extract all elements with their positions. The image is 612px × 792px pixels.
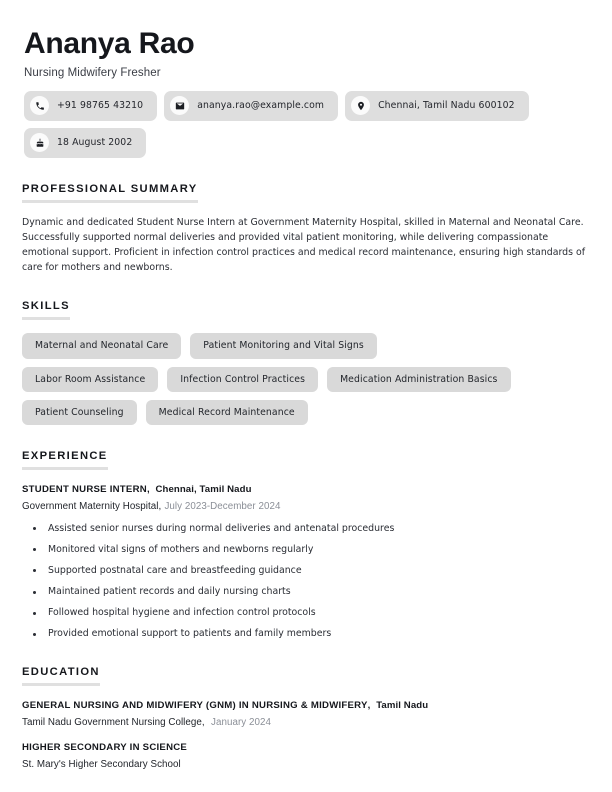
contact-row-secondary xyxy=(24,128,590,158)
section-header-experience xyxy=(22,450,108,470)
section-title-experience: EXPERIENCE xyxy=(22,450,108,463)
contact-pill-phone[interactable] xyxy=(24,91,157,121)
experience-bullet-list xyxy=(22,523,590,642)
resume-header xyxy=(22,28,590,158)
candidate-name: Ananya Rao xyxy=(24,27,195,60)
section-professional-summary xyxy=(22,177,590,276)
experience-title-line xyxy=(22,484,590,496)
experience-subtitle-line xyxy=(22,501,590,514)
birthday-cake-icon xyxy=(30,133,49,152)
summary-paragraph: Dynamic and dedicated Student Nurse Intern at Government Maternity Hospital, skilled in Maternal and Neonatal Care. Successfully supported normal deliveries and provided vital patient monitoring, while delivering compassionate emotional support. Proficient in infection control practices and medical record maintenance, ensuring high standards of care for mothers and newborns. xyxy=(22,216,586,274)
experience-bullet: Assisted senior nurses during normal deliveries and antenatal procedures xyxy=(22,523,590,536)
education-title-line xyxy=(22,700,590,712)
education-degree: HIGHER SECONDARY IN SCIENCE xyxy=(22,742,188,754)
education-title-line xyxy=(22,742,590,754)
section-header-skills xyxy=(22,300,70,320)
experience-separator: , xyxy=(146,484,150,496)
section-rule-summary xyxy=(22,200,198,203)
section-rule-experience xyxy=(22,467,108,470)
education-entry xyxy=(22,700,590,729)
education-degree: GENERAL NURSING AND MIDWIFERY (GNM) IN NURSING & MIDWIFERY xyxy=(22,700,368,712)
contact-value-phone: +91 98765 43210 xyxy=(57,100,144,111)
section-education xyxy=(22,660,590,771)
experience-entry xyxy=(22,484,590,641)
section-skills xyxy=(22,294,590,425)
skill-chip: Patient Counseling xyxy=(22,400,137,425)
section-rule-skills xyxy=(22,317,70,320)
contact-pill-email[interactable] xyxy=(164,91,338,121)
section-header-education xyxy=(22,666,100,686)
education-institution: St. Mary's Higher Secondary School xyxy=(22,758,181,770)
education-institution: Tamil Nadu Government Nursing College, xyxy=(22,716,205,728)
contact-value-location: Chennai, Tamil Nadu 600102 xyxy=(378,100,515,111)
experience-bullet: Supported postnatal care and breastfeeding guidance xyxy=(22,565,590,578)
skill-chip: Medical Record Maintenance xyxy=(146,400,308,425)
contact-pill-birthdate[interactable] xyxy=(24,128,146,158)
experience-bullet: Provided emotional support to patients and family members xyxy=(22,628,590,641)
experience-dates: July 2023-December 2024 xyxy=(164,500,281,512)
education-subtitle-line xyxy=(22,759,590,772)
education-separator: , xyxy=(367,700,371,712)
experience-role: STUDENT NURSE INTERN xyxy=(22,484,147,496)
section-title-education: EDUCATION xyxy=(22,666,100,679)
skill-chip: Labor Room Assistance xyxy=(22,367,158,392)
contact-row-primary xyxy=(24,91,590,121)
skill-chip: Medication Administration Basics xyxy=(327,367,510,392)
experience-bullet: Maintained patient records and daily nursing charts xyxy=(22,586,590,599)
experience-organization: Government Maternity Hospital, xyxy=(22,500,162,512)
section-title-summary: PROFESSIONAL SUMMARY xyxy=(22,182,198,195)
contact-value-birthdate: 18 August 2002 xyxy=(57,137,133,148)
skill-chip: Infection Control Practices xyxy=(167,367,318,392)
section-header-summary xyxy=(22,183,198,203)
skill-chip: Maternal and Neonatal Care xyxy=(22,333,181,358)
experience-bullet: Monitored vital signs of mothers and newborns regularly xyxy=(22,544,590,557)
skills-chip-list xyxy=(22,333,522,425)
section-rule-education xyxy=(22,683,100,686)
candidate-headline: Nursing Midwifery Fresher xyxy=(24,66,161,79)
phone-icon xyxy=(30,96,49,115)
education-dates: January 2024 xyxy=(211,716,272,728)
education-entry xyxy=(22,742,590,771)
contact-value-email: ananya.rao@example.com xyxy=(197,100,325,111)
email-icon xyxy=(170,96,189,115)
section-experience xyxy=(22,444,590,641)
section-title-skills: SKILLS xyxy=(22,300,70,313)
contact-pill-location[interactable] xyxy=(345,91,529,121)
skill-chip: Patient Monitoring and Vital Signs xyxy=(190,333,377,358)
experience-location: Chennai, Tamil Nadu xyxy=(155,484,252,496)
experience-bullet: Followed hospital hygiene and infection control protocols xyxy=(22,607,590,620)
location-pin-icon xyxy=(351,96,370,115)
education-subtitle-line xyxy=(22,717,590,730)
education-location: Tamil Nadu xyxy=(376,700,429,712)
